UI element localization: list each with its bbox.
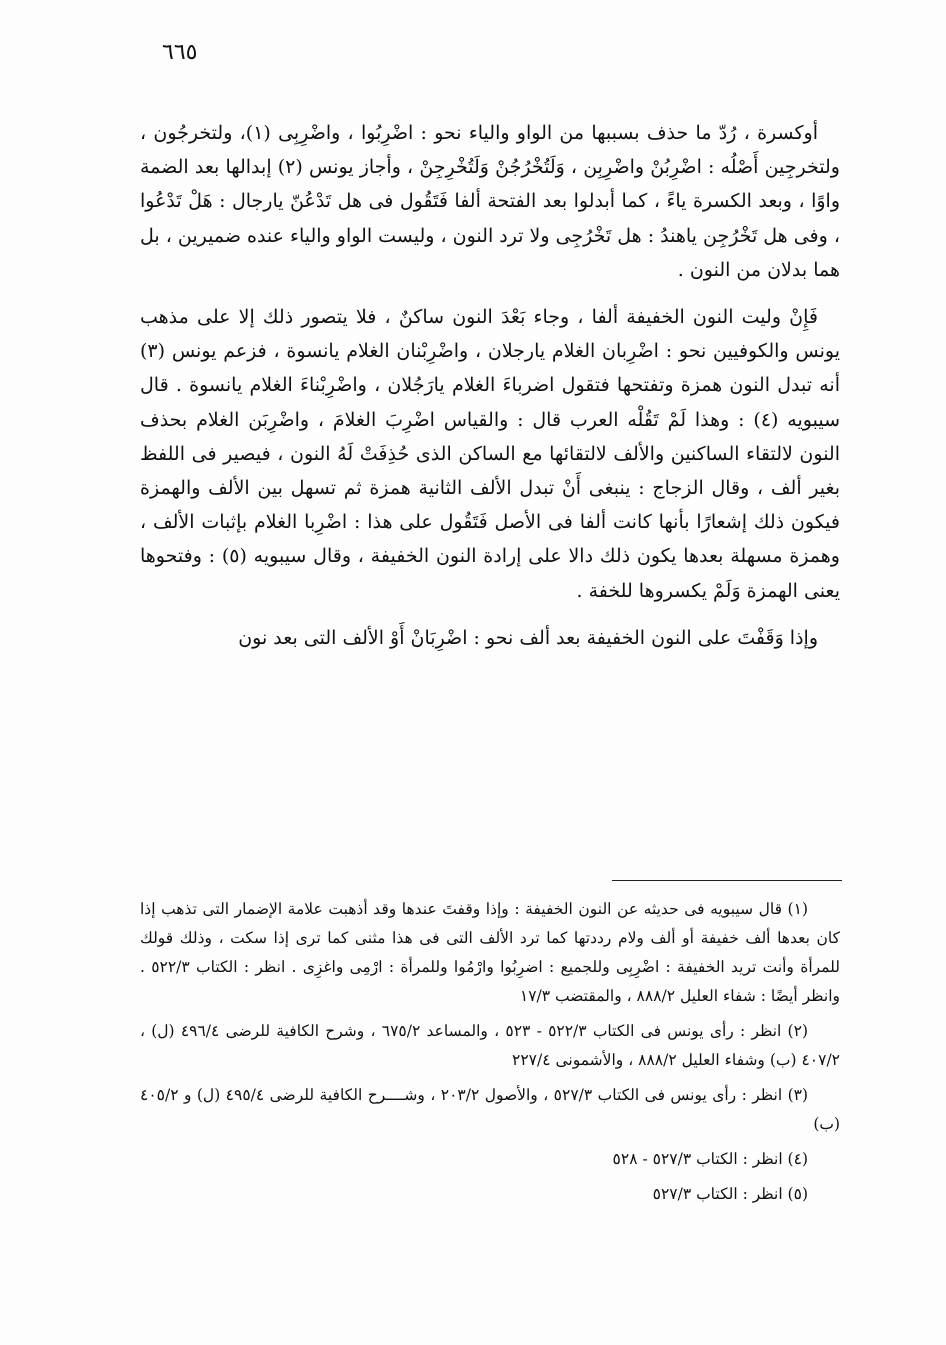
footnote: (١) قال سيبويه فى حديثه عن النون الخفيفة : وإذا وقفتَ عندها وقد أذهبت علامة الإضمار التى تذهب إذا كان بعدها ألف خفيفة أو ألف ولام رددتها كما ترد الألف التى فى هذا مثنى كما ترى إذا سكت ، وذلك قولك للمرأة وأنت تريد الخفيفة : اضْرِبِى وللجميع : اضرِبُوا وارْمُوا وللمرأة : ارْمِى واغزِى . انظر : الكتاب ٥٢٢/٣ . وانظر أيضًا : شفاء العليل ٨٨٨/٢ ، والمقتضب ١٧/٣ — [140, 900, 840, 1005]
footnote-separator — [612, 880, 842, 881]
main-text — [140, 116, 840, 655]
footnote: (٢) انظر : رأى يونس فى الكتاب ٥٢٢/٣ - ٥٢٣ ، والمساعد ٦٧٥/٢ ، وشرح الكافية للرضى ٤٩٦/٤ (ل) ، ٤٠٧/٢ (ب) وشفاء العليل ٨٨٨/٢ ، والأشمونى ٢٢٧/٤ — [140, 1022, 840, 1069]
footnote: (٣) انظر : رأى يونس فى الكتاب ٥٢٧/٣ ، والأصول ٢٠٣/٢ ، وشــــرح الكافية للرضى ٤٩٥/٤ (ل) و ٤٠٥/٢ (ب) — [140, 1086, 840, 1133]
footnotes — [140, 895, 840, 1209]
footnote: (٥) انظر : الكتاب ٥٢٧/٣ — [652, 1185, 808, 1203]
body-paragraph: أوكسرة ، رُدّ ما حذف بسببها من الواو والياء نحو : اضْرِبُوا ، واضْرِبِى (١)، ولتخرجُون ، ولتخرجِين أَصْلُه : اضْرِبُنْ واضْرِبِن ، وَلَتُخْرُجُنْ وَلَتُخْرِجِنْ ، وأجاز يونس (٢) إبدالها بعد الضمة واوًا ، وبعد الكسرة ياءً ، كما أبدلوا بعد الفتحة ألفا فَتَقُول فى هل تَدْعُنّ يارجال : هَلْ تَدْعُوا ، وفى هل تَخْرُجِن ياهندُ : هل تَخْرُجِى ولا ترد النون ، وليست الواو والياء عنده ضميرين ، بل هما بدلان من النون . — [139, 122, 840, 281]
page-number: ٦٦٥ — [162, 40, 198, 65]
body-paragraph: وإذا وَقَفْتَ على النون الخفيفة بعد ألف نحو : اضْرِبَانْ أَوْ الألف التى بعد نون — [238, 626, 818, 649]
body-paragraph: فَإِنْ وليت النون الخفيفة ألفا ، وجاء بَعْدَ النون ساكنٌ ، فلا يتصور ذلك إلا على مذهب يونس والكوفيين نحو : اضْرِبان الغلام يارجلان ، واضْرِبْنان الغلام يانسوة ، فزعم يونس (٣) أنه تبدل النون همزة وتفتحها فتقول اضرباءَ الغلام يارَجُلان ، واضْرِبْناءَ الغلام يانسوة . قال سيبويه (٤) : وهذا لَمْ تَقُلْه العرب قال : والقياس اضْرِبَ الغلامَ ، واضْرِبَن الغلام بحذف النون لالتقاء الساكنين والألف لالتقائها مع الساكن الذى حُذِفَتْ لَهُ النون ، فيصير فى اللفظ بغير ألف ، وقال الزجاج : ينبغى أَنْ تبدل الألف الثانية همزة ثم تسهل بين الألف والهمزة فيكون ذلك إشعارًا بأنها كانت ألفا فى الأصل فَتَقُول على هذا : اضْرِبا الغلام بإثبات الألف ، وهمزة مسهلة بعدها يكون ذلك دالا على إرادة النون الخفيفة ، وقال سيبويه (٥) : وفتحوها يعنى الهمزة وَلَمْ يكسروها للخفة . — [140, 306, 840, 602]
footnote: (٤) انظر : الكتاب ٥٢٧/٣ - ٥٢٨ — [612, 1150, 808, 1168]
